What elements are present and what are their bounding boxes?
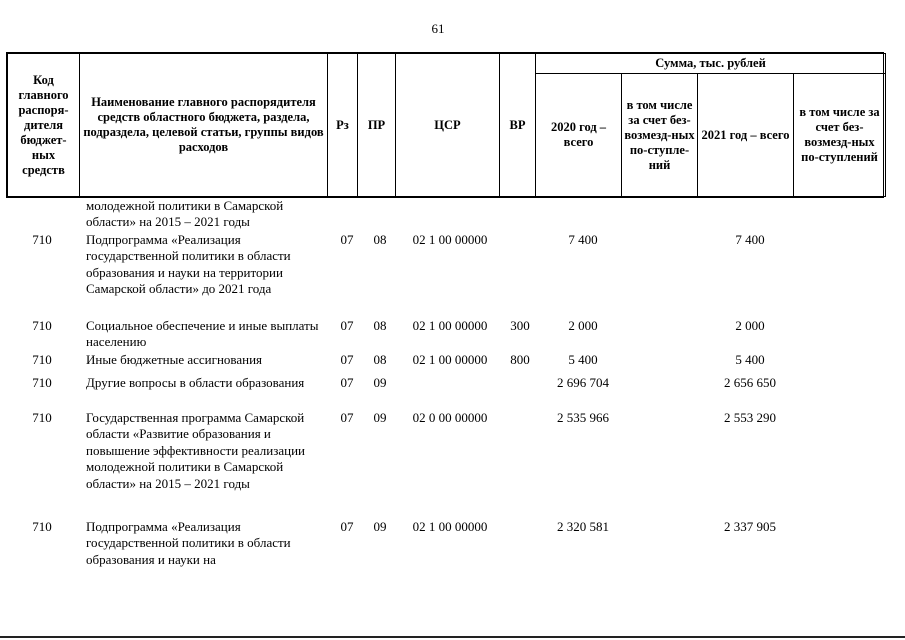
- row-pr: 09: [373, 519, 387, 534]
- row-rz: 07: [340, 352, 354, 367]
- row-sum-2020: 7 400: [568, 232, 598, 247]
- row-name: Социальное обеспечение и иные выплаты населению: [86, 318, 319, 350]
- row-code: 710: [32, 375, 52, 390]
- row-code: 710: [32, 352, 52, 367]
- row-pr: 08: [373, 232, 387, 247]
- header-2020-gratis: в том числе за счет без-возмезд-ных по-ступле-ний: [622, 74, 698, 197]
- row-name: Другие вопросы в области образования: [86, 375, 305, 390]
- row-rz: 07: [340, 519, 354, 534]
- table-body: [6, 198, 884, 571]
- header-2021-gratis: в том числе за счет без-возмезд-ных по-ступлений: [794, 74, 886, 197]
- header-rz: Рз: [328, 54, 358, 197]
- header-name: Наименование главного распорядителя средств областного бюджета, раздела, подраздела, целевой статьи, группы видов расходов: [80, 54, 328, 197]
- row-vr: 300: [510, 318, 530, 333]
- bottom-divider: [0, 636, 905, 638]
- header-2021-total: 2021 год – всего: [698, 74, 794, 197]
- row-csr: 02 1 00 00000: [412, 519, 488, 534]
- row-name: Подпрограмма «Реализация государственной политики в области образования и науки на: [86, 519, 291, 567]
- row-pr: 08: [373, 352, 387, 367]
- row-name: Подпрограмма «Реализация государственной политики в области образования и науки на территории Самарской области» до 2021 года: [86, 232, 291, 297]
- row-sum-2020: 2 000: [568, 318, 598, 333]
- row-pr: 09: [373, 375, 387, 390]
- row-sum-2021: 2 000: [735, 318, 765, 333]
- row-rz: 07: [340, 318, 354, 333]
- row-code: 710: [32, 318, 52, 333]
- row-code: 710: [32, 232, 52, 247]
- row-sum-2020: 5 400: [568, 352, 598, 367]
- table-row: [6, 352, 884, 375]
- row-csr: 02 0 00 00000: [412, 410, 488, 425]
- row-sum-2021: 2 337 905: [724, 519, 776, 534]
- header-sum: Сумма, тыс. рублей: [536, 54, 886, 74]
- table-row: [6, 519, 884, 571]
- table-row: [6, 232, 884, 318]
- row-sum-2021: 2 553 290: [724, 410, 776, 425]
- row-csr: 02 1 00 00000: [412, 352, 488, 367]
- table-row: [6, 410, 884, 519]
- header-csr: ЦСР: [396, 54, 500, 197]
- row-name: Государственная программа Самарской области «Развитие образования и повышение эффективности реализации молодежной политики в Самарской области» на 2015 – 2021 годы: [86, 410, 305, 491]
- row-sum-2020: 2 696 704: [557, 375, 609, 390]
- row-sum-2021: 7 400: [735, 232, 765, 247]
- row-rz: 07: [340, 410, 354, 425]
- table-row: [6, 198, 884, 232]
- row-vr: 800: [510, 352, 530, 367]
- header-2020-total: 2020 год – всего: [536, 74, 622, 197]
- page-number: 61: [431, 21, 445, 36]
- row-csr: 02 1 00 00000: [412, 232, 488, 247]
- row-sum-2020: 2 320 581: [557, 519, 609, 534]
- row-pr: 09: [373, 410, 387, 425]
- row-sum-2021: 5 400: [735, 352, 765, 367]
- table-header: [6, 52, 884, 198]
- header-code: Код главного распоря-дителя бюджет-ных средств: [8, 54, 80, 197]
- table-row: [6, 375, 884, 410]
- header-pr: ПР: [358, 54, 396, 197]
- row-csr: 02 1 00 00000: [412, 318, 488, 333]
- row-sum-2020: 2 535 966: [557, 410, 609, 425]
- table-row: [6, 318, 884, 352]
- row-rz: 07: [340, 232, 354, 247]
- row-code: 710: [32, 410, 52, 425]
- row-rz: 07: [340, 375, 354, 390]
- row-name: Иные бюджетные ассигнования: [86, 352, 263, 367]
- row-name: молодежной политики в Самарской области» на 2015 – 2021 годы: [86, 198, 284, 230]
- header-vr: ВР: [500, 54, 536, 197]
- row-code: 710: [32, 519, 52, 534]
- row-sum-2021: 2 656 650: [724, 375, 776, 390]
- row-pr: 08: [373, 318, 387, 333]
